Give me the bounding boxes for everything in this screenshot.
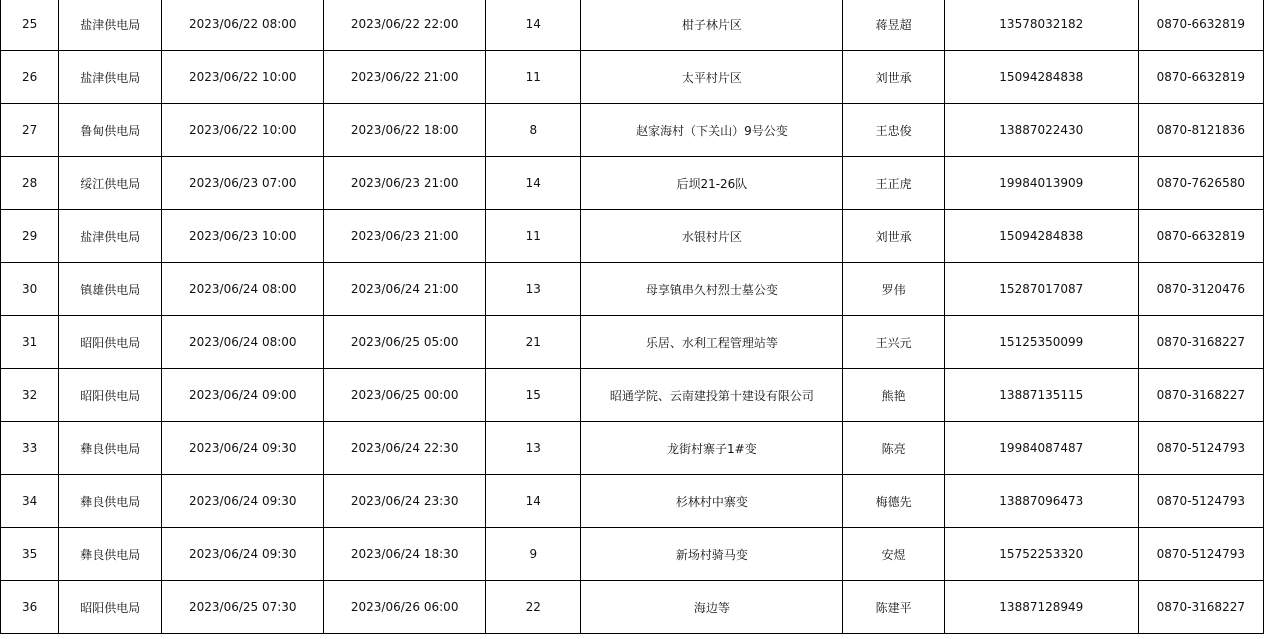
office-phone-cell[interactable]: 0870-5124793 [1138,475,1263,528]
power-supply-office-cell[interactable]: 盐津供电局 [59,210,162,263]
contact-mobile-cell[interactable]: 19984013909 [944,157,1138,210]
end-time-cell[interactable]: 2023/06/24 18:30 [324,528,486,581]
row-number-cell[interactable]: 36 [1,581,59,634]
power-supply-office-cell[interactable]: 彝良供电局 [59,422,162,475]
table-row [1,51,1264,104]
contact-mobile-cell[interactable]: 13887128949 [944,581,1138,634]
start-time-cell[interactable]: 2023/06/25 07:30 [162,581,324,634]
office-phone-cell[interactable]: 0870-3168227 [1138,316,1263,369]
start-time-cell[interactable]: 2023/06/24 09:30 [162,528,324,581]
contact-mobile-cell[interactable]: 13887096473 [944,475,1138,528]
end-time-cell[interactable]: 2023/06/23 21:00 [324,210,486,263]
table-row [1,263,1264,316]
table-row [1,581,1264,634]
row-number-cell[interactable]: 30 [1,263,59,316]
duration-hours-cell[interactable]: 22 [486,581,581,634]
start-time-cell[interactable]: 2023/06/24 09:30 [162,475,324,528]
outage-area-cell[interactable]: 赵家海村（下关山）9号公变 [581,104,843,157]
start-time-cell[interactable]: 2023/06/22 10:00 [162,104,324,157]
contact-person-cell[interactable]: 刘世承 [843,51,945,104]
power-supply-office-cell[interactable]: 镇雄供电局 [59,263,162,316]
outage-area-cell[interactable]: 太平村片区 [581,51,843,104]
duration-hours-cell[interactable]: 21 [486,316,581,369]
office-phone-cell[interactable]: 0870-3168227 [1138,581,1263,634]
end-time-cell[interactable]: 2023/06/22 21:00 [324,51,486,104]
power-supply-office-cell[interactable]: 绥江供电局 [59,157,162,210]
contact-person-cell[interactable]: 陈建平 [843,581,945,634]
contact-person-cell[interactable]: 熊艳 [843,369,945,422]
office-phone-cell[interactable]: 0870-6632819 [1138,210,1263,263]
duration-hours-cell[interactable]: 13 [486,263,581,316]
contact-mobile-cell[interactable]: 19984087487 [944,422,1138,475]
row-number-cell[interactable]: 27 [1,104,59,157]
outage-area-cell[interactable]: 乐居、水利工程管理站等 [581,316,843,369]
duration-hours-cell[interactable]: 11 [486,210,581,263]
office-phone-cell[interactable]: 0870-3168227 [1138,369,1263,422]
outage-area-cell[interactable]: 柑子林片区 [581,0,843,51]
outage-area-cell[interactable]: 昭通学院、云南建投第十建设有限公司 [581,369,843,422]
office-phone-cell[interactable]: 0870-8121836 [1138,104,1263,157]
start-time-cell[interactable]: 2023/06/23 10:00 [162,210,324,263]
outage-area-cell[interactable]: 杉林村中寨变 [581,475,843,528]
row-number-cell[interactable]: 29 [1,210,59,263]
contact-person-cell[interactable]: 王正虎 [843,157,945,210]
start-time-cell[interactable]: 2023/06/22 10:00 [162,51,324,104]
contact-person-cell[interactable]: 陈亮 [843,422,945,475]
duration-hours-cell[interactable]: 9 [486,528,581,581]
contact-mobile-cell[interactable]: 15125350099 [944,316,1138,369]
power-supply-office-cell[interactable]: 鲁甸供电局 [59,104,162,157]
power-supply-office-cell[interactable]: 盐津供电局 [59,0,162,51]
row-number-cell[interactable]: 34 [1,475,59,528]
outage-area-cell[interactable]: 后坝21-26队 [581,157,843,210]
power-supply-office-cell[interactable]: 盐津供电局 [59,51,162,104]
end-time-cell[interactable]: 2023/06/22 22:00 [324,0,486,51]
contact-mobile-cell[interactable]: 15094284838 [944,210,1138,263]
table-row [1,528,1264,581]
end-time-cell[interactable]: 2023/06/22 18:00 [324,104,486,157]
outage-area-cell[interactable]: 母享镇串久村烈士墓公变 [581,263,843,316]
table-row [1,422,1264,475]
duration-hours-cell[interactable]: 15 [486,369,581,422]
outage-area-cell[interactable]: 龙街村寨子1#变 [581,422,843,475]
table-row [1,210,1264,263]
office-phone-cell[interactable]: 0870-5124793 [1138,422,1263,475]
row-number-cell[interactable]: 28 [1,157,59,210]
duration-hours-cell[interactable]: 8 [486,104,581,157]
end-time-cell[interactable]: 2023/06/25 05:00 [324,316,486,369]
contact-person-cell[interactable]: 蒋昱超 [843,0,945,51]
contact-mobile-cell[interactable]: 13887135115 [944,369,1138,422]
outage-table-body [1,0,1264,634]
duration-hours-cell[interactable]: 14 [486,475,581,528]
contact-person-cell[interactable]: 刘世承 [843,210,945,263]
outage-area-cell[interactable]: 新场村骑马变 [581,528,843,581]
outage-area-cell[interactable]: 水银村片区 [581,210,843,263]
power-supply-office-cell[interactable]: 彝良供电局 [59,475,162,528]
start-time-cell[interactable]: 2023/06/23 07:00 [162,157,324,210]
contact-person-cell[interactable]: 王兴元 [843,316,945,369]
contact-mobile-cell[interactable]: 15094284838 [944,51,1138,104]
end-time-cell[interactable]: 2023/06/26 06:00 [324,581,486,634]
end-time-cell[interactable]: 2023/06/24 22:30 [324,422,486,475]
row-number-cell[interactable]: 33 [1,422,59,475]
end-time-cell[interactable]: 2023/06/24 21:00 [324,263,486,316]
contact-mobile-cell[interactable]: 15752253320 [944,528,1138,581]
power-supply-office-cell[interactable]: 昭阳供电局 [59,316,162,369]
start-time-cell[interactable]: 2023/06/24 09:00 [162,369,324,422]
table-row [1,157,1264,210]
contact-mobile-cell[interactable]: 13578032182 [944,0,1138,51]
contact-person-cell[interactable]: 安煜 [843,528,945,581]
office-phone-cell[interactable]: 0870-3120476 [1138,263,1263,316]
power-supply-office-cell[interactable]: 昭阳供电局 [59,581,162,634]
power-supply-office-cell[interactable]: 昭阳供电局 [59,369,162,422]
contact-person-cell[interactable]: 梅德先 [843,475,945,528]
row-number-cell[interactable]: 32 [1,369,59,422]
table-row [1,369,1264,422]
office-phone-cell[interactable]: 0870-7626580 [1138,157,1263,210]
contact-person-cell[interactable]: 罗伟 [843,263,945,316]
contact-person-cell[interactable]: 王忠俊 [843,104,945,157]
contact-mobile-cell[interactable]: 13887022430 [944,104,1138,157]
duration-hours-cell[interactable]: 14 [486,157,581,210]
office-phone-cell[interactable]: 0870-5124793 [1138,528,1263,581]
duration-hours-cell[interactable]: 14 [486,0,581,51]
row-number-cell[interactable]: 31 [1,316,59,369]
start-time-cell[interactable]: 2023/06/22 08:00 [162,0,324,51]
duration-hours-cell[interactable]: 11 [486,51,581,104]
duration-hours-cell[interactable]: 13 [486,422,581,475]
start-time-cell[interactable]: 2023/06/24 09:30 [162,422,324,475]
outage-area-cell[interactable]: 海边等 [581,581,843,634]
table-row [1,104,1264,157]
start-time-cell[interactable]: 2023/06/24 08:00 [162,316,324,369]
end-time-cell[interactable]: 2023/06/25 00:00 [324,369,486,422]
table-row [1,0,1264,51]
row-number-cell[interactable]: 25 [1,0,59,51]
table-row [1,316,1264,369]
row-number-cell[interactable]: 26 [1,51,59,104]
contact-mobile-cell[interactable]: 15287017087 [944,263,1138,316]
row-number-cell[interactable]: 35 [1,528,59,581]
office-phone-cell[interactable]: 0870-6632819 [1138,0,1263,51]
end-time-cell[interactable]: 2023/06/23 21:00 [324,157,486,210]
power-supply-office-cell[interactable]: 彝良供电局 [59,528,162,581]
table-row [1,475,1264,528]
end-time-cell[interactable]: 2023/06/24 23:30 [324,475,486,528]
start-time-cell[interactable]: 2023/06/24 08:00 [162,263,324,316]
office-phone-cell[interactable]: 0870-6632819 [1138,51,1263,104]
